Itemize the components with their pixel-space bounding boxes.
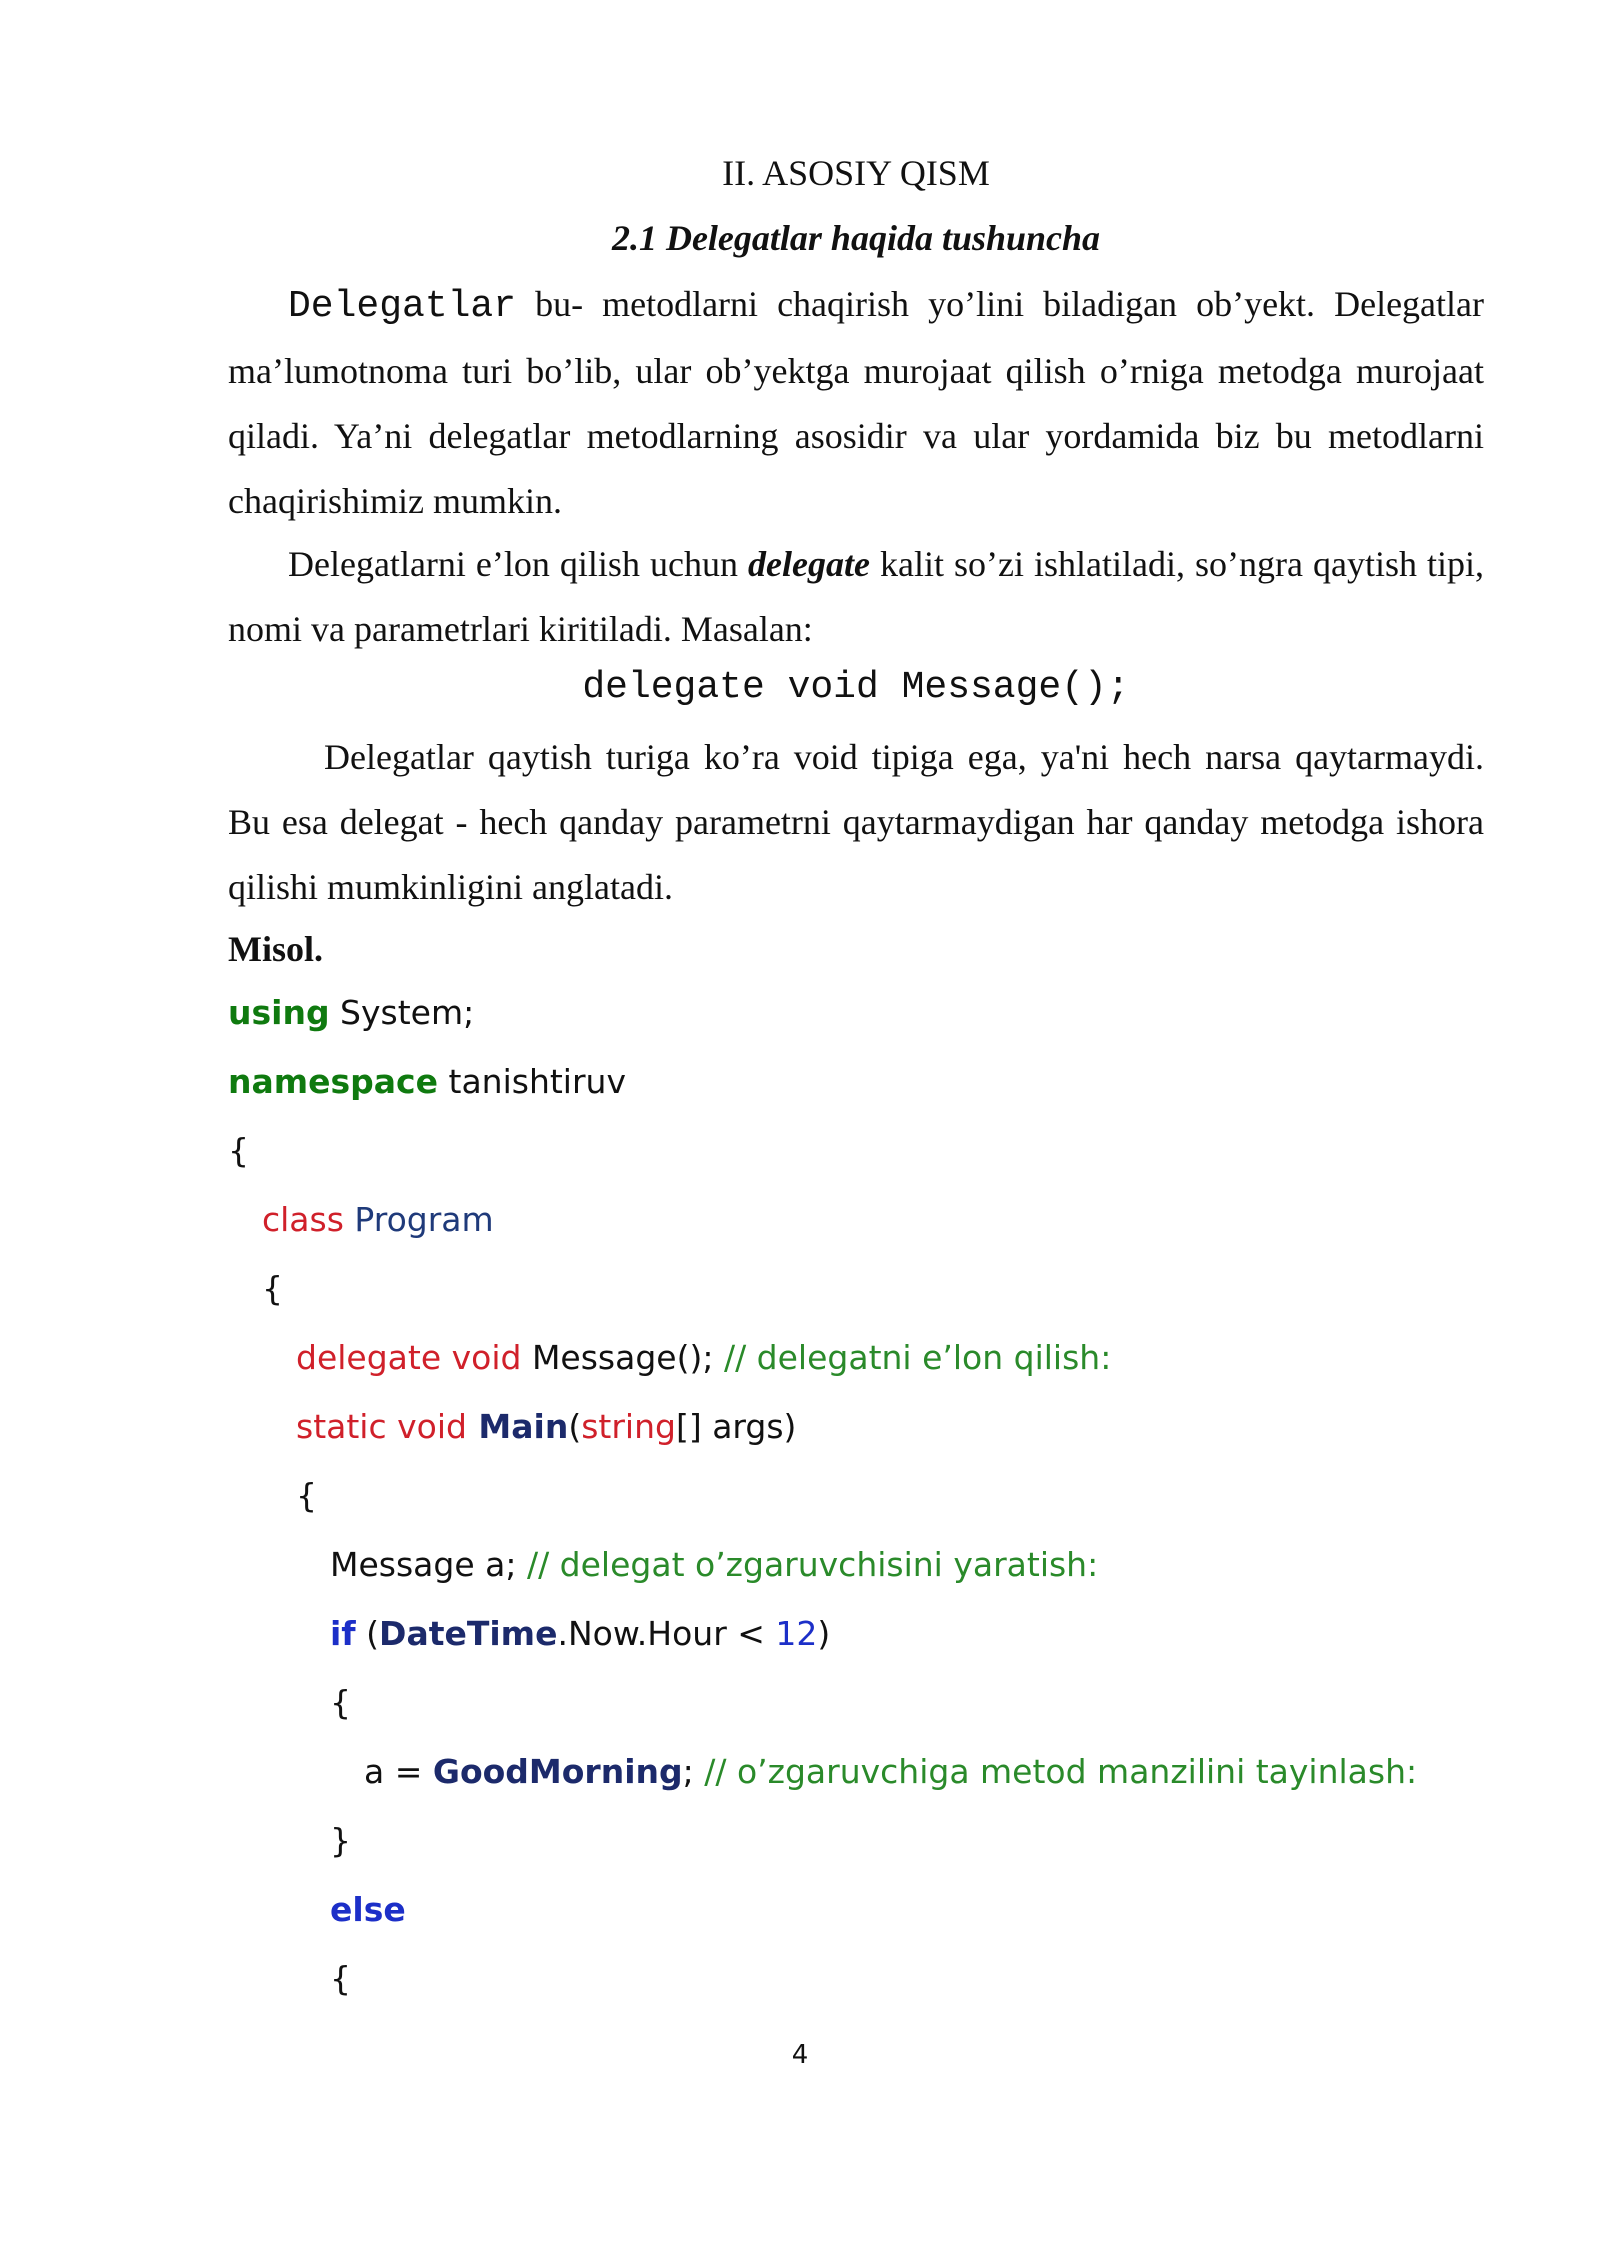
type-datetime: DateTime xyxy=(379,1614,558,1653)
code-line-14 xyxy=(330,1890,406,1929)
code-text: Message(); xyxy=(521,1338,724,1377)
code-line-9 xyxy=(330,1545,1098,1584)
example-code-line: delegate void Message(); xyxy=(582,666,1130,709)
keyword-using: using xyxy=(228,993,330,1032)
number-literal: 12 xyxy=(775,1614,818,1653)
code-line-1 xyxy=(228,993,474,1032)
code-comment: // o’zgaruvchiga metod manzilini tayinlash: xyxy=(704,1752,1418,1791)
code-text: ) xyxy=(817,1614,831,1653)
code-line-6 xyxy=(296,1338,1111,1377)
paragraph-declaration-text-b: kalit so’zi ishlatiladi, so’ngra qaytish tipi, nomi va parametrlari kiritiladi. Masalan: xyxy=(228,544,1485,649)
code-comment: // delegat o’zgaruvchisini yaratish: xyxy=(526,1545,1099,1584)
code-line-13: } xyxy=(330,1821,351,1860)
code-line-12 xyxy=(364,1752,1417,1791)
code-comment: // delegatni e’lon qilish: xyxy=(723,1338,1112,1377)
term-delegatlar: Delegatlar xyxy=(288,285,517,328)
code-text: ( xyxy=(355,1614,380,1653)
code-line-5: { xyxy=(262,1269,283,1308)
code-text: tanishtiruv xyxy=(438,1062,626,1101)
keyword-delegate-void: delegate void xyxy=(296,1338,522,1377)
keyword-namespace: namespace xyxy=(228,1062,439,1101)
method-name: Main xyxy=(466,1407,569,1446)
code-text: System; xyxy=(329,993,475,1032)
paragraph-definition-text: bu- metodlarni chaqirish yo’lini biladigan ob’yekt. Delegatlar ma’lumotnoma turi bo’lib, ular ob’yektga murojaat qilish o’rniga metodga murojaat qiladi. Ya’ni delegatlar metodlarning asosidir va ular yordamida biz bu metodlarni chaqirishimiz mumkin. xyxy=(228,284,1484,521)
code-line-10 xyxy=(330,1614,830,1653)
code-text: ; xyxy=(682,1752,705,1791)
keyword-else: else xyxy=(330,1890,406,1929)
paragraph-definition xyxy=(228,272,1484,534)
page-number: 4 xyxy=(791,2040,809,2070)
paragraph-declaration-text-a: Delegatlarni e’lon qilish uchun xyxy=(288,544,748,584)
keyword-if: if xyxy=(330,1614,356,1653)
code-line-3: { xyxy=(228,1131,249,1170)
section-subtitle: 2.1 Delegatlar haqida tushuncha xyxy=(611,218,1101,258)
code-text: ( xyxy=(568,1407,582,1446)
code-line-8: { xyxy=(296,1476,317,1515)
keyword-static-void: static void xyxy=(296,1407,467,1446)
code-line-2 xyxy=(228,1062,626,1101)
code-line-4 xyxy=(262,1200,494,1239)
code-line-7 xyxy=(296,1407,796,1446)
paragraph-declaration xyxy=(228,532,1484,662)
code-text: .Now.Hour < xyxy=(557,1614,776,1653)
code-text: [] args) xyxy=(675,1407,797,1446)
section-title: II. ASOSIY QISM xyxy=(722,153,990,193)
method-reference: GoodMorning xyxy=(432,1752,683,1791)
class-name: Program xyxy=(343,1200,494,1239)
paragraph-explanation: Delegatlar qaytish turiga ko’ra void tipiga ega, ya'ni hech narsa qaytarmaydi. Bu esa delegat - hech qanday parametrni qaytarmaydigan har qanday metodga ishora qilishi mumkinligini anglatadi. xyxy=(228,737,1484,907)
code-line-11: { xyxy=(330,1683,351,1722)
code-text: a = xyxy=(364,1752,433,1791)
keyword-class: class xyxy=(262,1200,344,1239)
code-text: Message a; xyxy=(330,1545,527,1584)
example-label: Misol. xyxy=(228,929,323,969)
keyword-delegate: delegate xyxy=(747,544,870,584)
keyword-string: string xyxy=(581,1407,676,1446)
code-line-15: { xyxy=(330,1959,351,1998)
